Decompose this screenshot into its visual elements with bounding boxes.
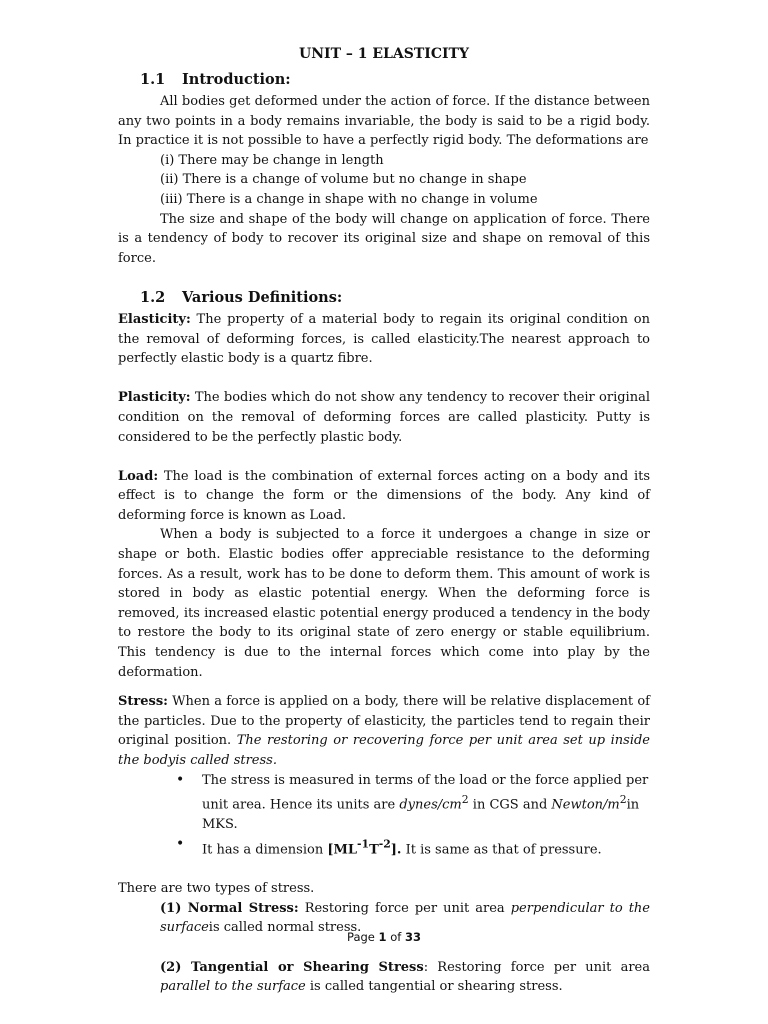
term-label: Stress: (118, 694, 168, 710)
page-total: 33 (404, 930, 421, 944)
tangential-stress-definition: (2) Tangential or Shearing Stress: Restoring force per unit area parallel to the surface is called tangential or shearing stress. (160, 959, 650, 995)
section-heading-definitions (140, 288, 650, 308)
section-number: 1.1 (140, 71, 166, 88)
stress-types-intro: There are two types of stress. (118, 881, 315, 897)
term-label: Plasticity: (118, 390, 191, 406)
load-paragraph-2: When a body is subjected to a force it undergoes a change in size or shape or both. Elastic bodies offer appreciable resistance to the deforming forces. As a result, work has to be done to deform them. This amount of work is stored in body as elastic potential energy. When the deforming force is removed, its increased elastic potential energy produced a tendency in the body to restore the body to its original state of zero energy or stable equilibrium. This tendency is due to the internal forces which come into play by the deformation. (118, 527, 650, 680)
elasticity-definition: Elasticity: The property of a material body to regain its original condition on the removal of deforming forces, is called elasticity.The nearest approach to perfectly elastic body is a quartz fibre. (118, 311, 650, 367)
term-label: Load: (118, 468, 159, 484)
section-title: Various Definitions: (182, 288, 343, 306)
term-label: (1) Normal Stress: (160, 900, 299, 916)
intro-paragraph: All bodies get deformed under the action of force. If the distance between any two points in a body remains invariable, the body is said to be a rigid body. In practice it is not possible to have a perfectly rigid body. The deformations are (118, 94, 650, 149)
intro-paragraph-2: The size and shape of the body will change on application of force. There is a tendency of body to recover its original size and shape on removal of this force. (118, 211, 650, 266)
section-heading-introduction (140, 70, 650, 90)
page-footer: Page 1 of 33 (347, 930, 421, 944)
deformation-item-3: (iii) There is a change in shape with no change in volume (160, 191, 538, 207)
section-title: Introduction: (182, 71, 291, 88)
deformation-item-2: (ii) There is a change of volume but no change in shape (160, 172, 527, 188)
document-title: UNIT – 1 ELASTICITY (299, 46, 469, 62)
plasticity-definition: Plasticity: The bodies which do not show any tendency to recover their original condition on the removal of deforming forces are called plasticity. Putty is considered to be the perfectly plastic body. (118, 390, 650, 445)
list-item: • The stress is measured in terms of the load or the force applied per unit area. Hence its units are dynes/$cm^2$ in CGS and Newton/$m^2in$ MKS. (202, 771, 650, 835)
normal-stress-definition: (1) Normal Stress: Restoring force per unit area perpendicular to the surfaceis called normal stress. (160, 900, 650, 936)
term-label: Elasticity: (118, 311, 191, 327)
page-number: 1 (378, 930, 387, 944)
stress-definition: Stress: When a force is applied on a body, there will be relative displacement of the particles. Due to the property of elasticity, the particles tend to regain their original position. The restoring or recovering force per unit area set up inside the bodyis called stress. (118, 694, 650, 768)
deformation-item-1: (i) There may be change in length (160, 152, 384, 168)
load-definition: Load: The load is the combination of external forces acting on a body and its effect is to change the form or the dimensions of the body. Any kind of deforming force is known as Load. (118, 468, 650, 523)
list-item: • It has a dimension $[ML^{-1}T^{-2}]$. It is same as that of pressure. (202, 835, 650, 860)
term-label: (2) Tangential or Shearing Stress (160, 959, 424, 975)
stress-bullet-list (118, 771, 650, 860)
stress-emphasis: The restoring or recovering force per unit area set up inside the bodyis called stress. (118, 733, 650, 768)
section-number: 1.2 (140, 288, 166, 306)
